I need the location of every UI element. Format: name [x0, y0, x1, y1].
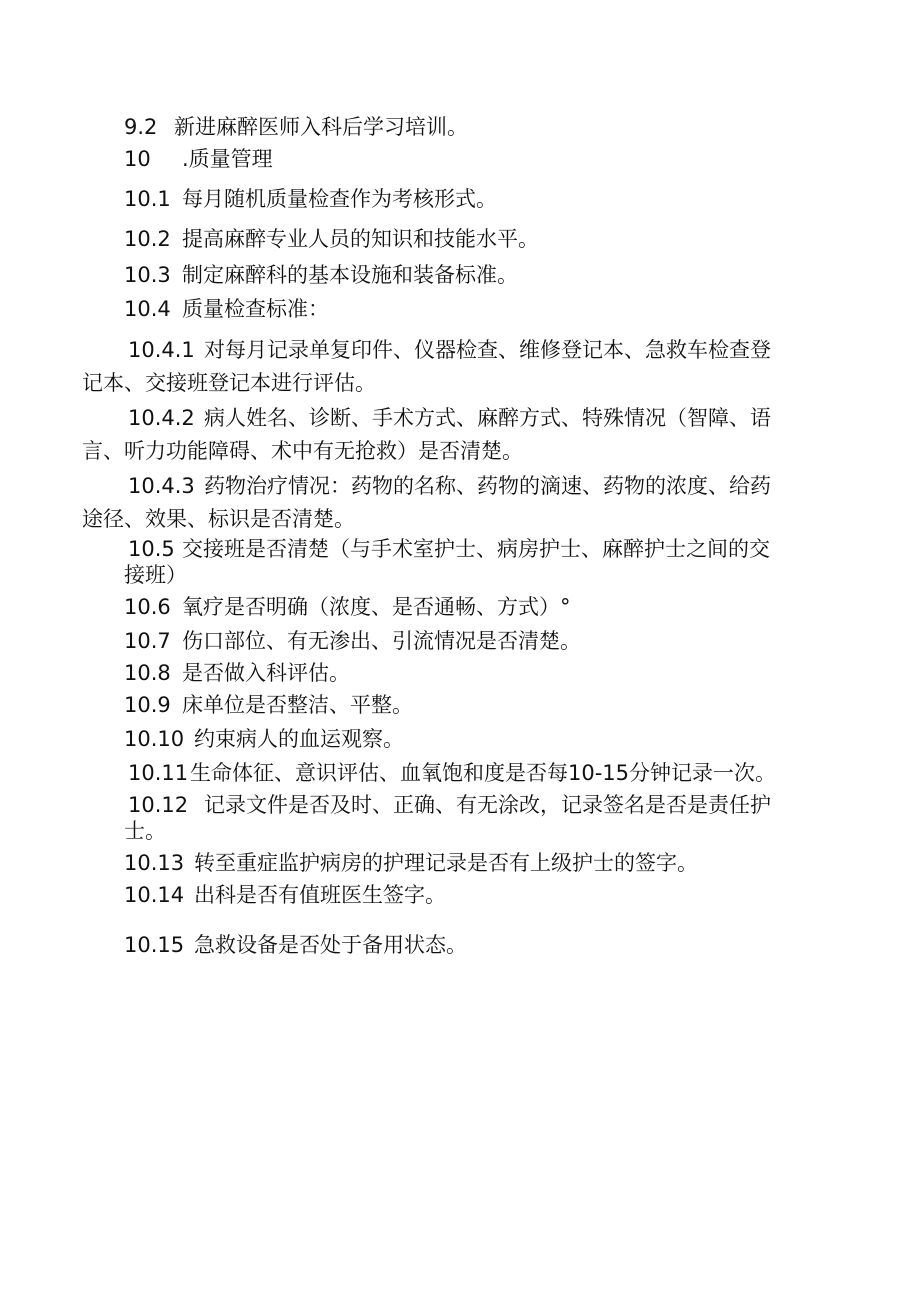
item-10-12	[124, 792, 771, 844]
item-number: 10.4.1	[128, 338, 195, 362]
item-10-10	[124, 726, 404, 752]
item-text: 伤口部位、有无渗出、引流情况是否清楚。	[182, 629, 581, 653]
item-10-1	[124, 186, 497, 212]
item-10-4-2	[82, 402, 771, 468]
section-title: .质量管理	[182, 147, 273, 171]
item-text: 急救设备是否处于备用状态。	[194, 933, 467, 957]
item-number: 10.11	[128, 761, 189, 785]
item-10-4	[124, 296, 329, 322]
item-text: 约束病人的血运观察。	[194, 727, 404, 751]
item-number: 10.12	[128, 793, 189, 817]
item-number: 10.10	[124, 727, 185, 751]
item-text: 记录文件是否及时、正确、有无涂改，记录签名是否是责任护	[204, 793, 771, 817]
item-text: 转至重症监护病房的护理记录是否有上级护士的签字。	[194, 851, 698, 875]
item-text: 出科是否有值班医生签字。	[194, 883, 446, 907]
item-number: 10.13	[124, 851, 185, 875]
item-number: 10.5	[128, 537, 175, 561]
item-9-2	[124, 114, 468, 140]
item-text: 药物治疗情况：药物的名称、药物的滴速、药物的浓度、给药	[204, 474, 771, 498]
item-number: 10.14	[124, 883, 185, 907]
item-text: 对每月记录单复印件、仪器检查、维修登记本、急救车检查登	[204, 338, 771, 362]
item-number: 10.8	[124, 661, 171, 685]
item-10-5	[124, 536, 770, 588]
item-text: 新进麻醉医师入科后学习培训。	[174, 115, 468, 139]
item-number: 10.9	[124, 693, 171, 717]
item-10-15	[124, 932, 467, 958]
item-text: 每月随机质量检查作为考核形式。	[182, 187, 497, 211]
item-number: 9.2	[124, 115, 158, 139]
item-number: 10.2	[124, 227, 171, 251]
item-text-continued: 言、听力功能障碍、术中有无抢救）是否清楚。	[82, 439, 523, 463]
item-number: 10.4	[124, 297, 171, 321]
item-10-8	[124, 660, 350, 686]
item-number: 10.4.3	[128, 474, 195, 498]
item-number: 10.6	[124, 595, 171, 619]
item-10-2	[124, 226, 539, 252]
item-10-7	[124, 628, 581, 654]
item-text-continued: 士。	[124, 819, 166, 843]
item-text-continued: 记本、交接班登记本进行评估。	[82, 371, 376, 395]
item-10-13	[124, 850, 698, 876]
item-10-3	[124, 262, 518, 288]
item-10-9	[124, 692, 413, 718]
item-number: 10.4.2	[128, 406, 195, 430]
item-10-4-3	[82, 470, 771, 536]
item-10-11	[128, 760, 776, 786]
item-number: 10.7	[124, 629, 171, 653]
item-text: 病人姓名、诊断、手术方式、麻醉方式、特殊情况（智障、语	[204, 406, 771, 430]
item-number: 10	[124, 147, 151, 171]
item-text: 是否做入科评估。	[182, 661, 350, 685]
item-text: 交接班是否清楚（与手术室护士、病房护士、麻醉护士之间的交	[182, 537, 770, 561]
item-10-6	[124, 594, 571, 620]
item-text-continued: 接班）	[124, 563, 187, 587]
item-10-14	[124, 882, 446, 908]
item-number: 10.1	[124, 187, 171, 211]
item-text: 提高麻醉专业人员的知识和技能水平。	[182, 227, 539, 251]
item-text: 质量检查标准：	[182, 297, 329, 321]
item-10-4-1	[82, 334, 771, 400]
item-number: 10.15	[124, 933, 185, 957]
item-text: 氧疗是否明确（浓度、是否通畅、方式）°	[182, 595, 571, 619]
item-text: 生命体征、意识评估、血氧饱和度是否每10-15分钟记录一次。	[190, 761, 777, 785]
item-text-continued: 途径、效果、标识是否清楚。	[82, 507, 355, 531]
item-text: 床单位是否整洁、平整。	[182, 693, 413, 717]
item-text: 制定麻醉科的基本设施和装备标准。	[182, 263, 518, 287]
section-heading-10	[124, 146, 273, 172]
item-number: 10.3	[124, 263, 171, 287]
